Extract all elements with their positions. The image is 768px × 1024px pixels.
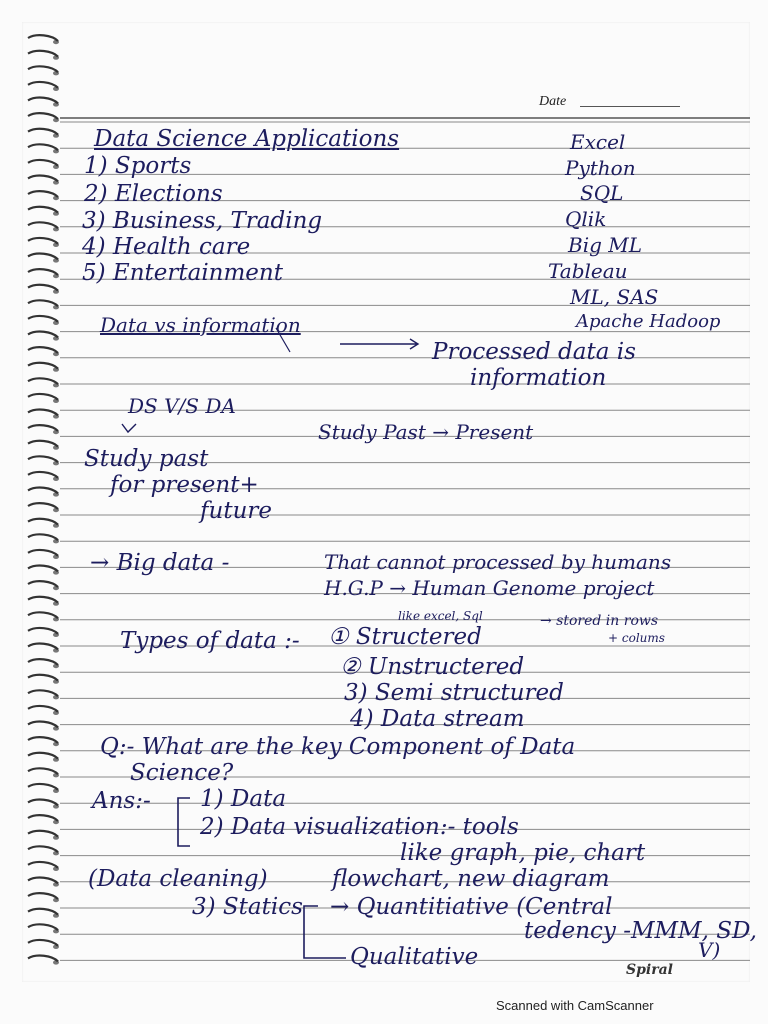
answer-item: 2) Data visualization:- tools xyxy=(200,814,519,840)
data-cleaning-note: (Data cleaning) xyxy=(88,866,268,892)
study-past-present: Study Past → Present xyxy=(318,420,534,444)
types-of-data-label: Types of data :- xyxy=(120,628,300,654)
tool-item: Tableau xyxy=(548,259,628,283)
question-line-2: Science? xyxy=(130,760,234,786)
tendency-note: tedency -MMM, SD, xyxy=(524,918,757,944)
application-item: 4) Health care xyxy=(82,234,251,260)
answer-item: 3) Statics xyxy=(192,894,303,920)
answer-item: 1) Data xyxy=(200,786,287,812)
type-item: ① Structered xyxy=(328,624,482,650)
quantitative: → Quantitiative (Central xyxy=(330,894,613,920)
tendency-close: V) xyxy=(698,938,721,962)
tool-item: Apache Hadoop xyxy=(576,311,721,332)
date-line xyxy=(580,106,680,107)
data-vs-information: Data vs information xyxy=(100,313,301,337)
big-data-definition: That cannot processed by humans xyxy=(324,550,672,574)
hgp: H.G.P → Human Genome project xyxy=(324,576,655,600)
date-label: Date xyxy=(539,94,567,109)
notebook-brand: Spiral xyxy=(626,962,673,978)
processed-line-1: Processed data is xyxy=(432,339,636,365)
application-item: 2) Elections xyxy=(84,181,223,207)
tool-item: SQL xyxy=(580,181,624,205)
for-present: for present+ xyxy=(110,472,259,498)
type-item: 3) Semi structured xyxy=(344,680,564,706)
stored-note-1: → stored in rows xyxy=(540,613,659,629)
qualitative: Qualitative xyxy=(350,944,479,970)
answer-label: Ans:- xyxy=(92,788,151,814)
ds-vs-da: DS V/S DA xyxy=(128,394,236,418)
type-item: 4) Data stream xyxy=(350,706,525,732)
application-item: 1) Sports xyxy=(84,153,192,179)
processed-line-2: information xyxy=(470,365,607,391)
answer-item-detail: like graph, pie, chart xyxy=(400,840,646,866)
application-item: 5) Entertainment xyxy=(82,260,283,286)
study-past: Study past xyxy=(84,446,209,472)
type-item: ② Unstructered xyxy=(340,654,525,680)
tool-item: Big ML xyxy=(568,233,643,257)
tool-item: Python xyxy=(565,156,636,180)
scanner-watermark: Scanned with CamScanner xyxy=(496,998,654,1013)
question-line-1: Q:- What are the key Component of Data xyxy=(100,734,576,760)
stored-note-2: + colums xyxy=(608,631,665,645)
answer-item-detail: flowchart, new diagram xyxy=(332,866,610,892)
future: future xyxy=(200,498,272,524)
tool-item: Excel xyxy=(570,130,626,154)
like-excel-note: like excel, Sql xyxy=(398,609,483,623)
big-data: → Big data - xyxy=(90,550,230,576)
application-item: 3) Business, Trading xyxy=(82,208,323,234)
tool-item: ML, SAS xyxy=(570,285,659,309)
title: Data Science Applications xyxy=(94,126,400,152)
tool-item: Qlik xyxy=(565,207,607,231)
